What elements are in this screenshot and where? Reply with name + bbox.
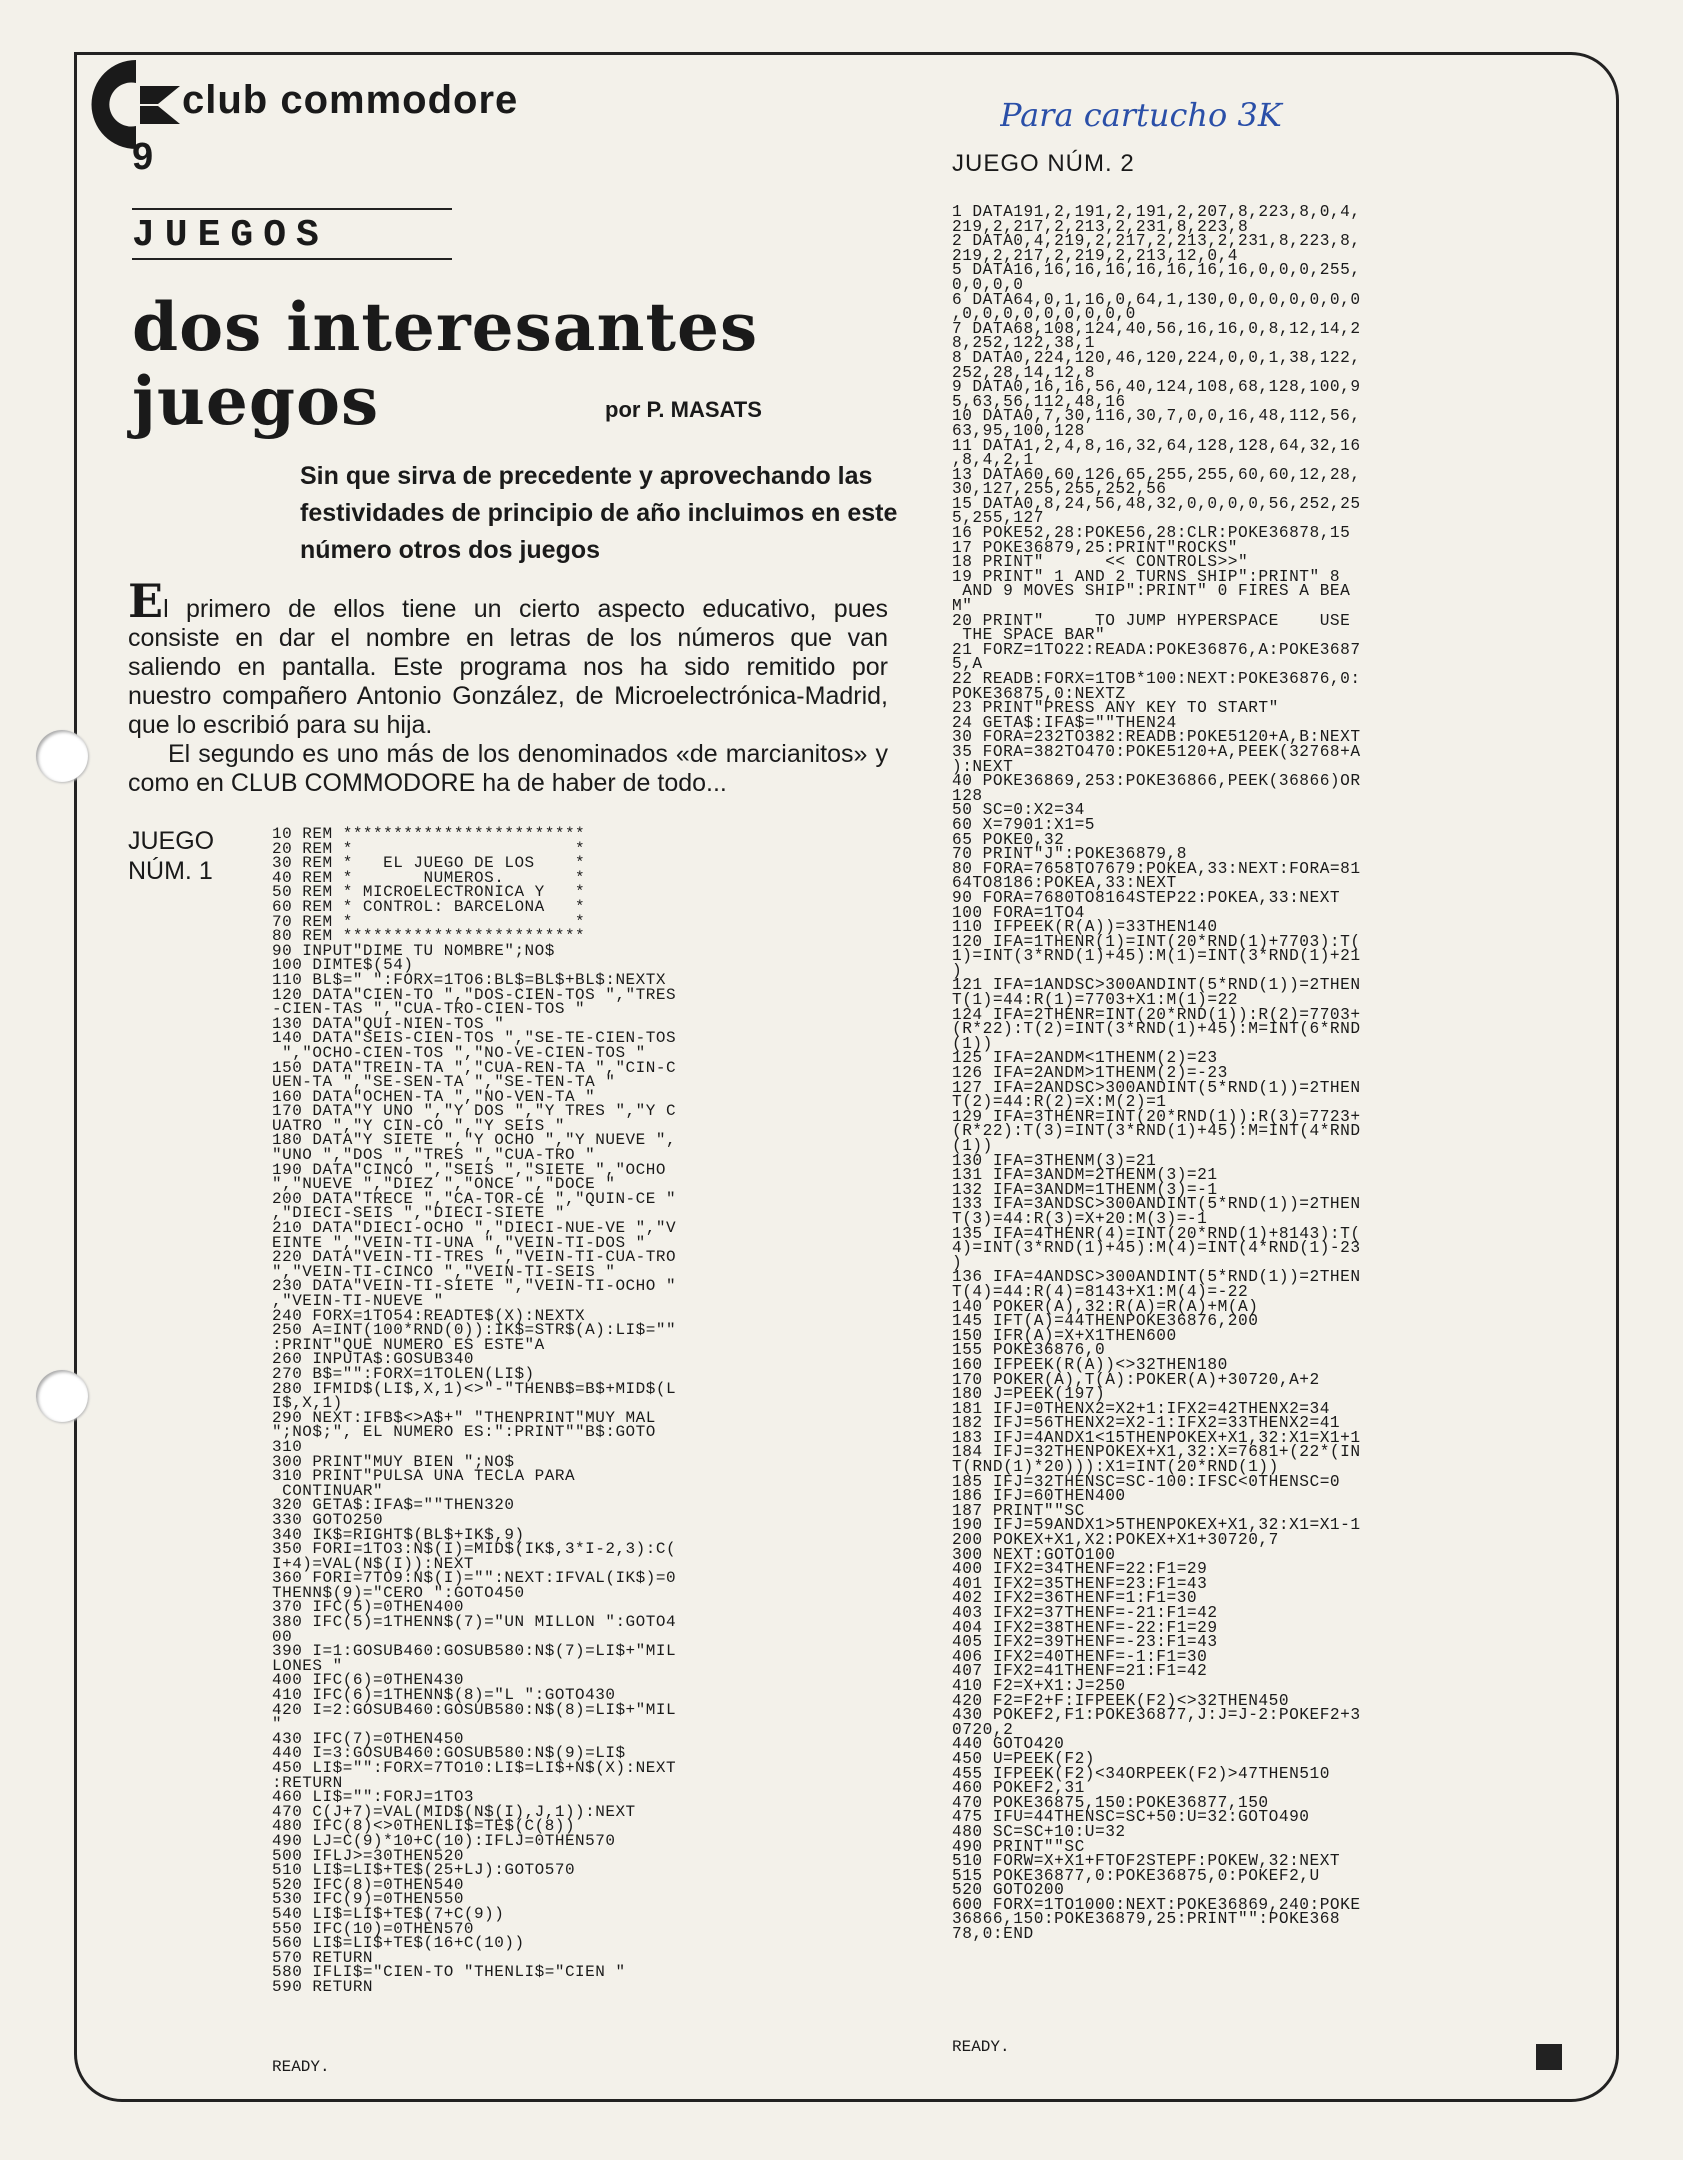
issue-number: 9 <box>132 136 154 178</box>
section-header: JUEGOS <box>132 208 452 260</box>
binder-hole-bottom <box>36 1370 88 1422</box>
game1-code-listing: 10 REM ************************ 20 REM * * 30 REM * EL JUEGO DE LOS * 40 REM * NUMEROS. * 50 REM * MICROELECTRONICA Y * 60 REM * CONTROL: BARCELONA * 70 REM * * 80 REM ************************ 90 INPUT"DIME TU NOMBRE";NO$ 100 DIMTE$(54) 110 BL$=" ":FORX=1TO6:BL$=BL$+BL$:NEXTX 120 DATA"CIEN-TO ","DOS-CIEN-TOS ","TRES -CIEN-TAS ","CUA-TRO-CIEN-TOS " 130 DATA"QUI-NIEN-TOS " 140 DATA"SEIS-CIEN-TOS ","SE-TE-CIEN-TOS ","OCHO-CIEN-TOS ","NO-VE-CIEN-TOS " 150 DATA"TREIN-TA ","CUA-REN-TA ","CIN-C UEN-TA ","SE-SEN-TA ","SE-TEN-TA " 160 DATA"OCHEN-TA ","NO-VEN-TA " 170 DATA"Y UNO ","Y DOS ","Y TRES ","Y C UATRO ","Y CIN-CO ","Y SEIS " 180 DATA"Y SIETE ","Y OCHO ","Y NUEVE ", "UNO ","DOS ","TRES ","CUA-TRO " 190 DATA"CINCO ","SEIS ","SIETE ","OCHO ","NUEVE ","DIEZ ","ONCE ","DOCE " 200 DATA"TRECE ","CA-TOR-CE ","QUIN-CE " ,"DIECI-SEIS ","DIECI-SIETE " 210 DATA"DIECI-OCHO ","DIECI-NUE-VE ","V EINTE ","VEIN-TI-UNA ","VEIN-TI-DOS " 220 DATA"VEIN-TI-TRES ","VEIN-TI-CUA-TRO ","VEIN-TI-CINCO ","VEIN-TI-SEIS " 230 DATA"VEIN-TI-SIETE ","VEIN-TI-OCHO " ,"VEIN-TI-NUEVE " 240 FORX=1TO54:READTE$(X):NEXTX 250 A=INT(100*RND(0)):IK$=STR$(A):LI$="" :PRINT"QUE NUMERO ES ESTE"A 260 INPUTA$:GOSUB340 270 B$="":FORX=1TOLEN(LI$) 280 IFMID$(LI$,X,1)<>"-"THENB$=B$+MID$(L I$,X,1) 290 NEXT:IFB$<>A$+" "THENPRINT"MUY MAL ";NO$;", EL NUMERO ES:":PRINT""B$:GOTO 310 300 PRINT"MUY BIEN ";NO$ 310 PRINT"PULSA UNA TECLA PARA CONTINUAR" 320 GETA$:IFA$=""THEN320 330 GOTO250 340 IK$=RIGHT$(BL$+IK$,9) 350 FORI=1TO3:N$(I)=MID$(IK$,3*I-2,3):C( I+4)=VAL(N$(I)):NEXT 360 FORI=7TO9:N$(I)="":NEXT:IFVAL(IK$)=0 THENN$(9)="CERO ":GOTO450 370 IFC(5)=0THEN400 380 IFC(5)=1THENN$(7)="UN MILLON ":GOTO4 00 390 I=1:GOSUB460:GOSUB580:N$(7)=LI$+"MIL LONES " 400 IFC(6)=0THEN430 410 IFC(6)=1THENN$(8)="L ":GOTO430 420 I=2:GOSUB460:GOSUB580:N$(8)=LI$+"MIL " 430 IFC(7)=0THEN450 440 I=3:GOSUB460:GOSUB580:N$(9)=LI$ 450 LI$="":FORX=7TO10:LI$=LI$+N$(X):NEXT :RETURN 460 LI$="":FORJ=1TO3 470 C(J+7)=VAL(MID$(N$(I),J,1)):NEXT 480 IFC(8)<>0THENLI$=TE$(C(8)) 490 LJ=C(9)*10+C(10):IFLJ=0THEN570 500 IFLJ>=30THEN520 510 LI$=LI$+TE$(25+LJ):GOTO570 520 IFC(8)=0THEN540 530 IFC(9)=0THEN550 540 LI$=LI$+TE$(7+C(9)) 550 IFC(10)=0THEN570 560 LI$=LI$+TE$(16+C(10)) 570 RETURN 580 IFLI$="CIEN-TO "THENLI$="CIEN " 590 RETURN <box>272 825 677 1996</box>
magazine-brand <box>78 52 598 162</box>
article-intro <box>128 574 888 798</box>
drop-cap: E <box>128 574 164 628</box>
end-of-article-mark <box>1536 2044 1562 2070</box>
article-author: por P. MASATS <box>605 397 762 422</box>
game1-ready-prompt: READY. <box>272 2058 330 2076</box>
brand-name: club commodore <box>182 78 519 122</box>
binder-hole-top <box>36 730 88 782</box>
article-subtitle: Sin que sirva de precedente y aprovechando las festividades de principio de año incluimos en este número otros dos juegos <box>300 462 898 564</box>
intro-paragraph-2: El segundo es uno más de los denominados «de marcianitos» y como en CLUB COMMODORE ha de haber de todo... <box>128 740 888 797</box>
handwritten-note <box>1000 82 1390 152</box>
handwritten-note-text: Para cartucho 3K <box>1000 96 1282 134</box>
game2-ready-prompt: READY. <box>952 2038 1010 2056</box>
game2-code-listing: 1 DATA191,2,191,2,191,2,207,8,223,8,0,4, 219,2,217,2,213,2,231,8,223,8 2 DATA0,4,219,2,217,2,213,2,231,8,223,8, 219,2,217,2,219,2,213,12,0,4 5 DATA16,16,16,16,16,16,16,16,0,0,0,255, 0,0,0,0 6 DATA64,0,1,16,0,64,1,130,0,0,0,0,0,0,0 ,0,0,0,0,0,0,0,0,0 7 DATA68,108,124,40,56,16,16,0,8,12,14,2 8,252,122,38,1 8 DATA0,224,120,46,120,224,0,0,1,38,122, 252,28,14,12,8 9 DATA0,16,16,56,40,124,108,68,128,100,9 5,63,56,112,48,16 10 DATA0,7,30,116,30,7,0,0,16,48,112,56, 63,95,100,128 11 DATA1,2,4,8,16,32,64,128,128,64,32,16 ,8,4,2,1 13 DATA60,60,126,65,255,255,60,60,12,28, 30,127,255,255,252,56 15 DATA0,8,24,56,48,32,0,0,0,0,56,252,25 5,255,127 16 POKE52,28:POKE56,28:CLR:POKE36878,15 17 POKE36879,25:PRINT"ROCKS" 18 PRINT" << CONTROLS>>" 19 PRINT" 1 AND 2 TURNS SHIP":PRINT" 8 AND 9 MOVES SHIP":PRINT" 0 FIRES A BEA M" 20 PRINT" TO JUMP HYPERSPACE USE THE SPACE BAR" 21 FORZ=1TO22:READA:POKE36876,A:POKE3687 5,A 22 READB:FORX=1TOB*100:NEXT:POKE36876,0: POKE36875,0:NEXTZ 23 PRINT"PRESS ANY KEY TO START" 24 GETA$:IFA$=""THEN24 30 FORA=232TO382:READB:POKE5120+A,B:NEXT 35 FORA=382TO470:POKE5120+A,PEEK(32768+A ):NEXT 40 POKE36869,253:POKE36866,PEEK(36866)OR 128 50 SC=0:X2=34 60 X=7901:X1=5 65 POKE0,32 70 PRINT"J":POKE36879,8 80 FORA=7658TO7679:POKEA,33:NEXT:FORA=81 64TO8186:POKEA,33:NEXT 90 FORA=7680TO8164STEP22:POKEA,33:NEXT 100 FORA=1TO4 110 IFPEEK(R(A))=33THEN140 120 IFA=1THENR(1)=INT(20*RND(1)+7703):T( 1)=INT(3*RND(1)+45):M(1)=INT(3*RND(1)+21 ) 121 IFA=1ANDSC>300ANDINT(5*RND(1))=2THEN T(1)=44:R(1)=7703+X1:M(1)=22 124 IFA=2THENR=INT(20*RND(1)):R(2)=7703+ (R*22):T(2)=INT(3*RND(1)+45):M=INT(6*RND (1)) 125 IFA=2ANDM<1THENM(2)=23 126 IFA=2ANDM>1THENM(2)=-23 127 IFA=2ANDSC>300ANDINT(5*RND(1))=2THEN T(2)=44:R(2)=X:M(2)=1 129 IFA=3THENR=INT(20*RND(1)):R(3)=7723+ (R*22):T(3)=INT(3*RND(1)+45):M=INT(4*RND (1)) 130 IFA=3THENM(3)=21 131 IFA=3ANDM=2THENM(3)=21 132 IFA=3ANDM=1THENM(3)=-1 133 IFA=3ANDSC>300ANDINT(5*RND(1))=2THEN T(3)=44:R(3)=X+20:M(3)=-1 135 IFA=4THENR(4)=INT(20*RND(1)+8143):T( 4)=INT(3*RND(1)+45):M(4)=INT(4*RND(1)-23 ) 136 IFA=4ANDSC>300ANDINT(5*RND(1))=2THEN T(4)=44:R(4)=8143+X1:M(4)=-22 140 POKER(A),32:R(A)=R(A)+M(A) 145 IFT(A)=44THENPOKE36876,200 150 IFR(A)=X+X1THEN600 155 POKE36876,0 160 IFPEEK(R(A))<>32THEN180 170 POKER(A),T(A):POKER(A)+30720,A+2 180 J=PEEK(197) 181 IFJ=0THENX2=X2+1:IFX2=42THENX2=34 182 IFJ=56THENX2=X2-1:IFX2=33THENX2=41 183 IFJ=4ANDX1<15THENPOKEX+X1,32:X1=X1+1 184 IFJ=32THENPOKEX+X1,32:X=7681+(22*(IN T(RND(1)*20))):X1=INT(20*RND(1)) 185 IFJ=32THENSC=SC-100:IFSC<0THENSC=0 186 IFJ=60THEN400 187 PRINT""SC 190 IFJ=59ANDX1>5THENPOKEX+X1,32:X1=X1-1 200 POKEX+X1,X2:POKEX+X1+30720,7 300 NEXT:GOTO100 400 IFX2=34THENF=22:F1=29 401 IFX2=35THENF=23:F1=43 402 IFX2=36THENF=1:F1=30 403 IFX2=37THENF=-21:F1=42 404 IFX2=38THENF=-22:F1=29 405 IFX2=39THENF=-23:F1=43 406 IFX2=40THENF=-1:F1=30 407 IFX2=41THENF=21:F1=42 410 F2=X+X1:J=250 420 F2=F2+F:IFPEEK(F2)<>32THEN450 430 POKEF2,F1:POKE36877,J:J=J-2:POKEF2+3 0720,2 440 GOTO420 450 U=PEEK(F2) 455 IFPEEK(F2)<34ORPEEK(F2)>47THEN510 460 POKEF2,31 470 POKE36875,150:POKE36877,150 475 IFU=44THENSC=SC+50:U=32:GOTO490 480 SC=SC+10:U=32 490 PRINT""SC 510 FORW=X+X1+FTOF2STEPF:POKEW,32:NEXT 515 POKE36877,0:POKE36875,0:POKEF2,U 520 GOTO200 600 FORX=1TO1000:NEXT:POKE36869,240:POKE 36866,150:POKE36879,25:PRINT"":POKE368 78,0:END <box>952 203 1361 1944</box>
game1-label: JUEGO NÚM. 1 <box>128 827 215 885</box>
game2-label: JUEGO NÚM. 2 <box>952 150 1135 177</box>
intro-paragraph-1 <box>128 574 888 740</box>
article-title-line2: juegos <box>132 362 380 440</box>
intro-paragraph-1-text: l primero de ellos tiene un cierto aspecto educativo, pues consiste en dar el nombre en letras de los números que van saliendo en pantalla. Este programa nos ha sido remitido por nuestro compañero Antonio González, de Microelectrónica-Madrid, que lo escribió para su hija. <box>128 595 888 739</box>
article-title-line1: dos interesantes <box>132 288 759 366</box>
commodore-logo-icon <box>78 52 183 157</box>
